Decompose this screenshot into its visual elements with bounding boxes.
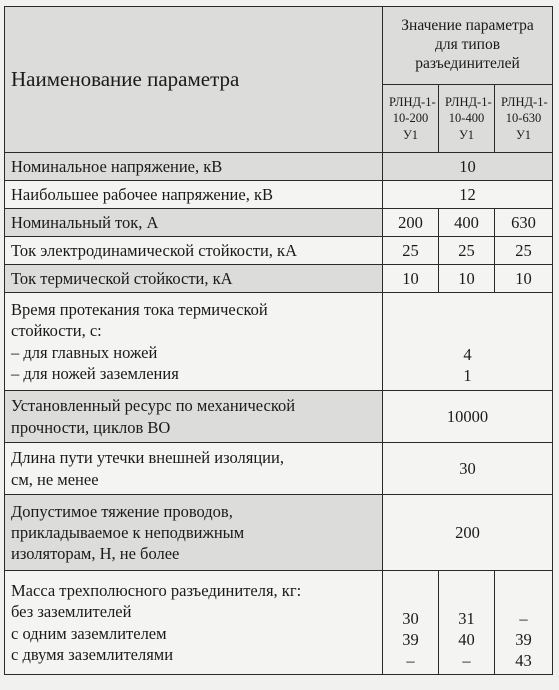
parameter-name-header: Наименование параметра — [5, 7, 383, 153]
row-label: Ток электродинамической стойкости, кА — [5, 237, 383, 265]
mass-value: 39 — [402, 629, 419, 649]
label-line: изоляторам, Н, не более — [11, 544, 180, 564]
row-value: 200 — [383, 495, 553, 571]
row-value: 25 — [439, 237, 495, 265]
row-value — [383, 293, 553, 391]
label-line: прикладываемое к неподвижным — [11, 522, 245, 542]
row-value — [495, 571, 553, 675]
label-line: – для ножей заземления — [11, 363, 179, 383]
mass-value: – — [462, 650, 471, 670]
row-label — [5, 293, 383, 391]
table-row — [5, 443, 553, 495]
mass-value: 40 — [458, 629, 475, 649]
row-value: 200 — [383, 209, 439, 237]
label-line: прочности, циклов ВО — [11, 417, 171, 437]
row-value — [383, 571, 439, 675]
label-line: Время протекания тока термической — [11, 300, 268, 320]
row-label — [5, 443, 383, 495]
row-value — [439, 571, 495, 675]
type-header-630: РЛНД-1-10-630 У1 — [495, 85, 553, 153]
row-value: 630 — [495, 209, 553, 237]
table-row — [5, 265, 553, 293]
label-line: – для главных ножей — [11, 342, 158, 362]
row-value: 10000 — [383, 391, 553, 443]
label-line: Допустимое тяжение проводов, — [11, 501, 233, 521]
parameters-table — [4, 6, 553, 675]
table-row — [5, 237, 553, 265]
value-group-header — [383, 7, 553, 85]
table-row — [5, 391, 553, 443]
value-group-text: Значение параметра для типов разъединителей — [401, 17, 534, 72]
label-line: см, не менее — [11, 469, 99, 489]
row-value: 400 — [439, 209, 495, 237]
type-header-400: РЛНД-1-10-400 У1 — [439, 85, 495, 153]
row-value: 10 — [383, 153, 553, 181]
row-label: Номинальное напряжение, кВ — [5, 153, 383, 181]
row-label: Наибольшее рабочее напряжение, кВ — [5, 181, 383, 209]
mass-value: – — [519, 608, 528, 628]
label-line: стойкости, с: — [11, 321, 102, 341]
table-row — [5, 181, 553, 209]
row-value: 12 — [383, 181, 553, 209]
mass-value: 30 — [402, 608, 419, 628]
row-label: Номинальный ток, А — [5, 209, 383, 237]
row-value: 10 — [495, 265, 553, 293]
label-line: Масса трехполюсного разъединителя, кг: — [11, 581, 302, 601]
label-line: Установленный ресурс по механической — [11, 396, 296, 416]
mass-value: 31 — [458, 608, 475, 628]
table-row — [5, 293, 553, 391]
row-value: 30 — [383, 443, 553, 495]
value-earthing-knives: 1 — [463, 365, 472, 385]
label-line: с одним заземлителем — [11, 623, 167, 643]
row-value: 25 — [495, 237, 553, 265]
mass-value: 43 — [515, 650, 532, 670]
mass-value: – — [406, 650, 415, 670]
row-value: 10 — [439, 265, 495, 293]
table-row — [5, 153, 553, 181]
table-row — [5, 209, 553, 237]
label-line: с двумя заземлителями — [11, 644, 174, 664]
header-row — [5, 7, 553, 85]
value-main-knives: 4 — [463, 344, 472, 364]
label-line: Длина пути утечки внешней изоляции, — [11, 448, 284, 468]
table-row — [5, 571, 553, 675]
row-label — [5, 495, 383, 571]
row-label — [5, 391, 383, 443]
row-value: 25 — [383, 237, 439, 265]
row-label: Ток термической стойкости, кА — [5, 265, 383, 293]
row-label — [5, 571, 383, 675]
mass-value: 39 — [515, 629, 532, 649]
label-line: без заземлителей — [11, 602, 132, 622]
type-header-200: РЛНД-1-10-200 У1 — [383, 85, 439, 153]
table-row — [5, 495, 553, 571]
row-value: 10 — [383, 265, 439, 293]
